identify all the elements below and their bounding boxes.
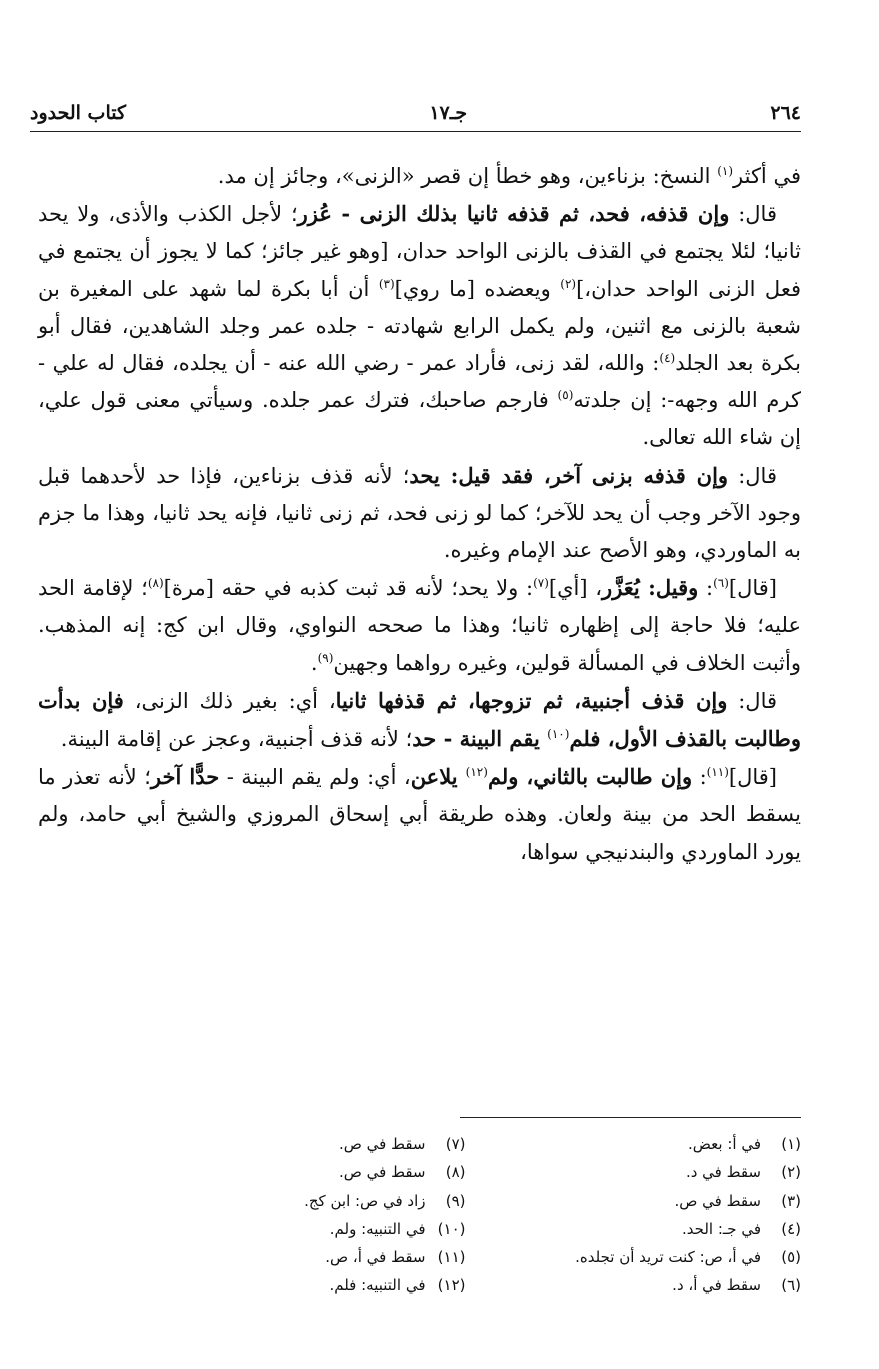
- paragraph-4: [38, 569, 801, 682]
- text-run: قال:: [728, 463, 777, 488]
- footnote-number: (٢): [781, 1163, 801, 1182]
- paragraph-6: [38, 758, 801, 871]
- footnote-text: سقط في ص.: [674, 1191, 761, 1210]
- bold-text-run: يقم البينة - حد: [412, 726, 548, 752]
- footnote-ref: (٩): [317, 650, 334, 665]
- bold-text-run: حدًّا آخر: [150, 764, 220, 790]
- text-run: .: [310, 650, 318, 675]
- footnote-number: (١٢): [437, 1276, 466, 1295]
- footnote-text: في أ: بعض.: [688, 1135, 761, 1153]
- footnote-item: [506, 1243, 802, 1271]
- footnote-ref: (٣): [378, 276, 395, 291]
- bold-text-run: وإن قذفه بزنى آخر، فقد قيل: يحد: [409, 462, 729, 488]
- footnote-text: في التنبيه: فلم.: [329, 1276, 426, 1295]
- text-run: :: [692, 765, 707, 790]
- text-run: ؛ لإقامة الحد عليه؛ فلا حاجة إلى إظهاره ثانيا؛ وهذا ما صححه النواوي، وقال ابن كج: إنه المذهب. وأثبت الخلاف في المسألة قولين، وغيره رواهما وجهين: [38, 576, 801, 675]
- text-run: أن أبا بكرة لما شهد على المغيرة بن شعبة بالزنى مع اثنين، ولم يكمل الرابع شهادته - جلده عمر وجلد الشاهدين، فقال أبو بكرة بعد الجلد: [38, 276, 801, 376]
- footnote-text: في التنبيه: ولم.: [329, 1219, 426, 1238]
- footnote-item: [506, 1215, 802, 1243]
- header-divider: [30, 131, 801, 132]
- text-run: ؛ لأنه قذف بزناءين، فإذا حد لأحدهما قبل وجود الآخر وجب أن يحد للآخر؛ كما لو زنى فحد، ثم زنى ثانيا، فإنه يحد ثانيا، وهذا ما جزم به الماوردي، وهو الأصح عند الإمام وغيره.: [38, 463, 801, 563]
- footnote-text: سقط في أ، ص.: [325, 1248, 426, 1267]
- text-run: : ولا يحد؛ لأنه قد ثبت كذبه في حقه [مرة]: [163, 576, 534, 601]
- text-run: [قال]: [728, 765, 777, 790]
- main-text: [38, 158, 801, 871]
- footnote-item: [170, 1130, 466, 1158]
- footnote-number: (٦): [781, 1276, 801, 1295]
- footnote-item: [170, 1158, 466, 1186]
- footnote-ref: (١٠): [547, 727, 570, 742]
- footnote-ref: (٨): [147, 576, 164, 591]
- footnote-item: [506, 1130, 802, 1158]
- footnote-number: (٩): [445, 1191, 466, 1210]
- footnote-number: (٤): [781, 1219, 801, 1238]
- bold-text-run: فإن بدأت وطالبت بالقذف الأول، فلم: [38, 687, 801, 752]
- footnote-number: (١٠): [437, 1219, 466, 1238]
- page-number: ٢٦٤: [770, 102, 801, 124]
- bold-text-run: وإن قذف أجنبية، ثم تزوجها، ثم قذفها ثانيا: [335, 687, 728, 713]
- book-title: كتاب الحدود: [30, 102, 127, 124]
- footnote-text: سقط في ص.: [338, 1163, 426, 1182]
- bold-text-run: وإن طالبت بالثاني، ولم: [487, 764, 693, 790]
- text-run: [قال]: [728, 576, 777, 601]
- text-run: ؛ لأنه قذف أجنبية، وعجز عن إقامة البينة.: [60, 727, 413, 752]
- footnote-number: (٥): [781, 1248, 801, 1267]
- bold-text-run: وإن قذفه، فحد، ثم قذفه ثانيا بذلك الزنى - عُزر: [297, 201, 730, 227]
- footnote-item: [170, 1271, 466, 1299]
- text-run: :: [698, 576, 714, 601]
- text-run: قال:: [729, 202, 777, 227]
- footnote-item: [506, 1187, 802, 1215]
- footnote-number: (٣): [781, 1191, 801, 1210]
- footnote-ref: (١): [717, 164, 734, 178]
- footnotes: [170, 1130, 801, 1300]
- footnote-ref: (٦): [713, 576, 729, 591]
- bold-text-run: وقيل: يُعَزَّر: [602, 575, 699, 601]
- footnote-ref: (١١): [706, 765, 729, 780]
- footnote-number: (١): [781, 1135, 801, 1153]
- footnote-number: (٧): [445, 1135, 466, 1153]
- footnote-column-left: [170, 1130, 466, 1300]
- text-run: ، [أي]: [548, 576, 603, 601]
- footnote-text: في جـ: الحد.: [682, 1219, 761, 1238]
- text-run: ، أي: بغير ذلك الزنى،: [123, 688, 336, 713]
- footnote-item: [506, 1271, 802, 1299]
- footnote-ref: (٧): [533, 576, 549, 591]
- footnote-text: زاد في ص: ابن كج.: [304, 1191, 426, 1210]
- footnote-text: في أ، ص: كنت تريد أن تجلده.: [575, 1248, 761, 1267]
- text-run: ويعضده [ما روي]: [394, 276, 561, 301]
- text-run: ؛ لأجل الكذب والأذى، ولا يحد ثانيا؛ لئلا يجتمع في القذف بالزنى الواحد حدان، [وهو غير جائز؛ كما لا يجوز أن يجتمع في فعل الزنى الواحد حدان،]: [38, 202, 801, 301]
- paragraph-2: [38, 195, 801, 456]
- paragraph-5: [38, 682, 801, 758]
- text-run: في أكثر: [733, 164, 801, 188]
- text-run: قال:: [727, 688, 778, 713]
- footnote-text: سقط في أ، د.: [672, 1276, 761, 1295]
- text-run: ؛ لأنه تعذر ما يسقط الحد من بينة ولعان. وهذه طريقة أبي إسحاق المروزي والشيخ أبي حامد، ولم يورد الماوردي والبندنيجي سواها،: [38, 765, 801, 864]
- text-run: فارجم صاحبك، فترك عمر جلده. وسيأتي معنى قول علي، إن شاء الله تعالى.: [38, 388, 801, 450]
- volume-label: جـ١٧: [429, 102, 468, 124]
- paragraph-3: [38, 457, 801, 570]
- footnote-ref: (١٢): [465, 765, 488, 780]
- footnote-item: [170, 1187, 466, 1215]
- footnote-item: [506, 1158, 802, 1186]
- footnote-ref: (٢): [560, 276, 577, 291]
- footnote-column-right: [506, 1130, 802, 1300]
- text-run: النسخ: بزناءين، وهو خطأ إن قصر «الزنى»، وجائز إن مد.: [217, 164, 718, 188]
- footnote-item: [170, 1243, 466, 1271]
- footnote-divider: [460, 1117, 801, 1118]
- footnote-number: (١١): [437, 1248, 466, 1267]
- paragraph-1: [38, 158, 801, 195]
- footnote-item: [170, 1215, 466, 1243]
- footnote-ref: (٥): [557, 388, 574, 403]
- text-run: ، أي: ولم يقم البينة -: [219, 765, 411, 790]
- footnote-text: سقط في ص.: [338, 1135, 426, 1153]
- page-header: [30, 88, 801, 124]
- footnote-text: سقط في د.: [685, 1163, 761, 1182]
- text-run: : والله، لقد زنى، فأراد عمر - رضي الله عنه - أن يجلده، فقال له علي - كرم الله وجهه-: إن جلدته: [38, 351, 802, 413]
- bold-text-run: يلاعن: [410, 764, 466, 790]
- footnote-ref: (٤): [659, 351, 676, 366]
- footnote-number: (٨): [445, 1163, 466, 1182]
